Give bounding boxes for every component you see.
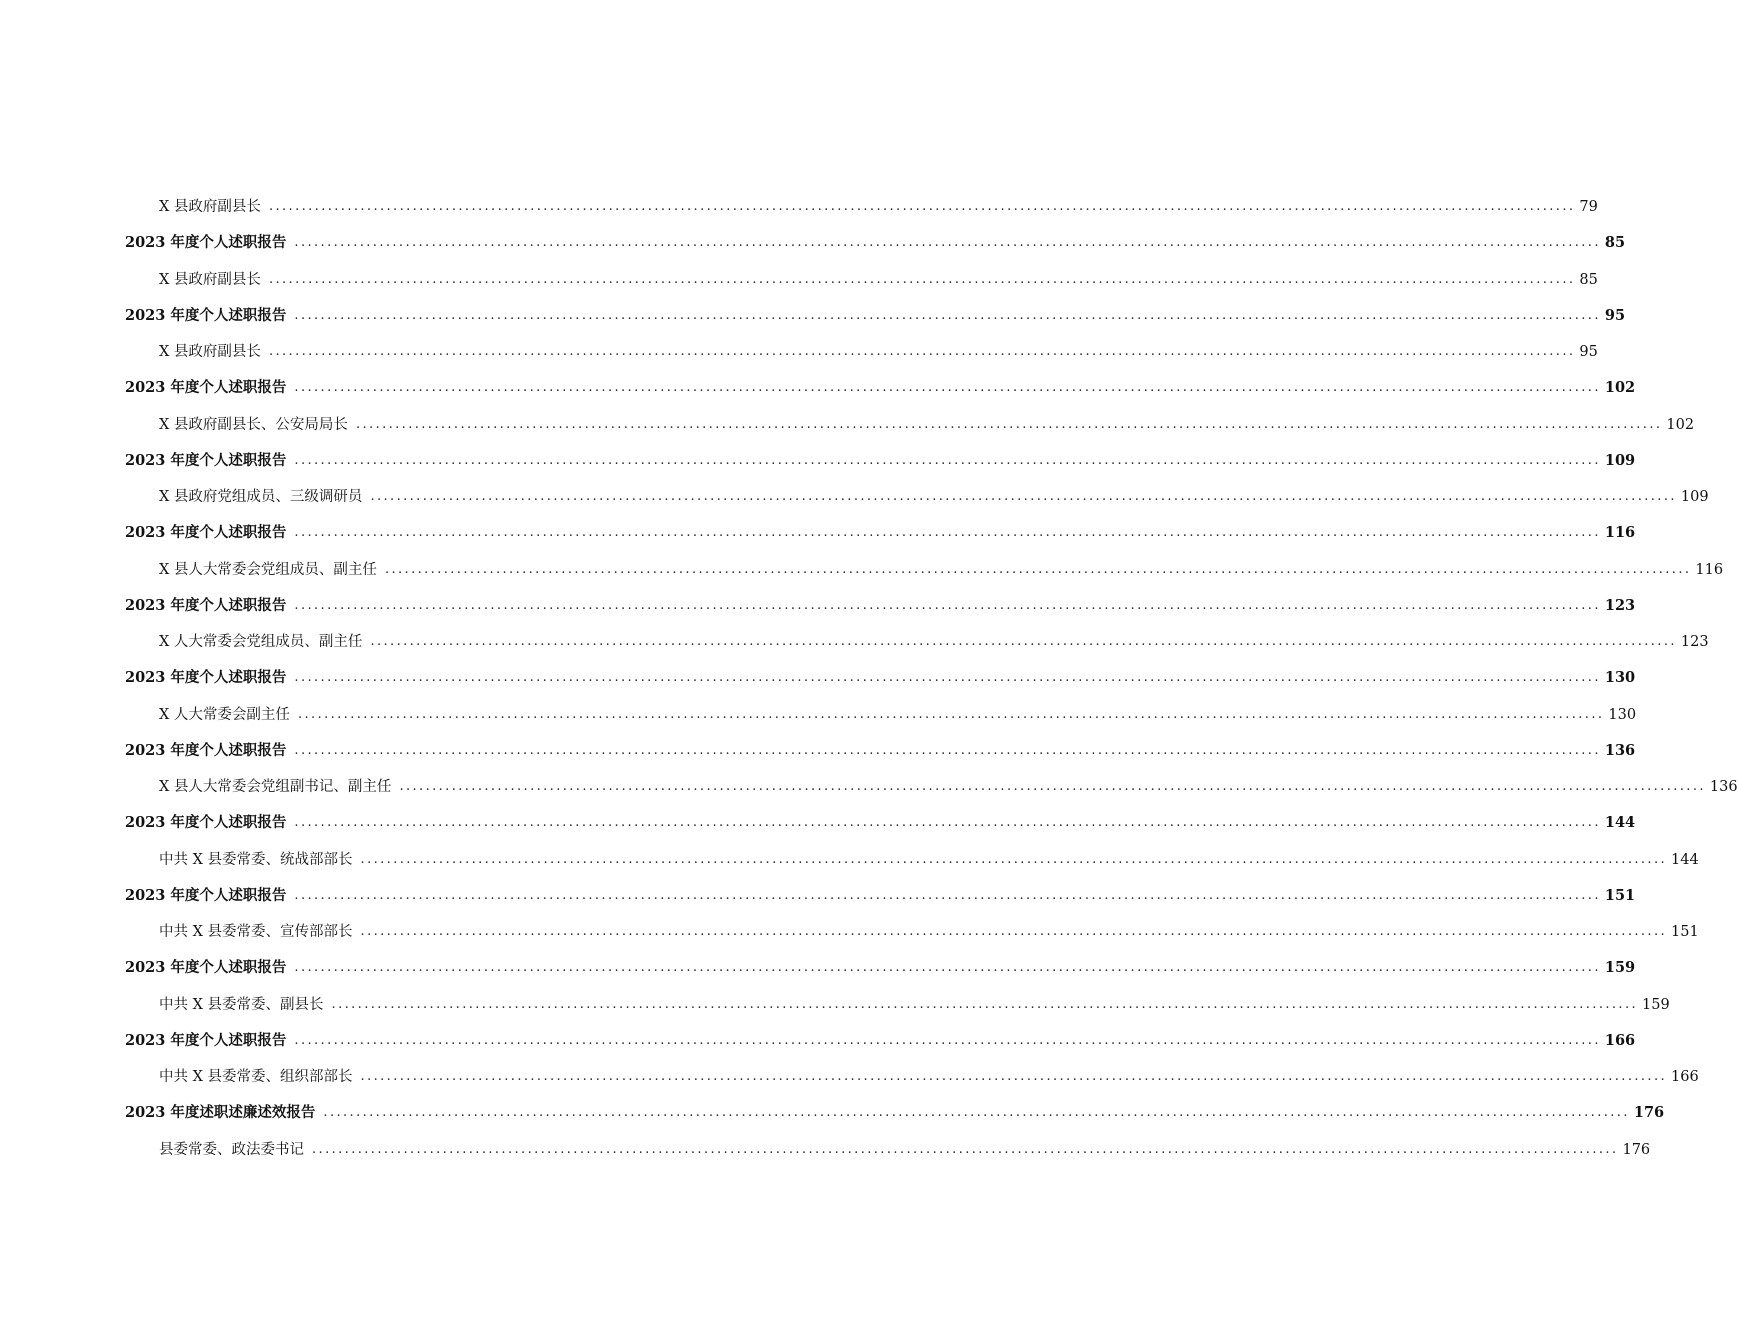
toc-subentry[interactable] (159, 268, 1598, 292)
dot-leader: ........................................................................................................................................................................................................ (294, 1033, 1601, 1048)
dot-leader: ........................................................................................................................................................................................................ (294, 308, 1601, 323)
toc-entry-title: 2023 年度述职述廉述效报告 (125, 1104, 316, 1121)
toc-page-number: 176 (1622, 1142, 1651, 1158)
toc-section-entry[interactable] (125, 956, 1636, 980)
toc-subentry[interactable] (159, 630, 1709, 654)
toc-entry-title: 县委常委、政法委书记 (159, 1142, 304, 1158)
toc-section-entry[interactable] (125, 521, 1636, 545)
toc-entry-title: X 人大常委会副主任 (159, 707, 290, 723)
dot-leader: ........................................................................................................................................................................................................ (399, 779, 1706, 794)
toc-entry-title: 2023 年度个人述职报告 (125, 669, 287, 686)
toc-section-entry[interactable] (125, 231, 1626, 255)
dot-leader: ........................................................................................................................................................................................................ (297, 707, 1605, 722)
toc-entry-title: 2023 年度个人述职报告 (125, 597, 287, 614)
dot-leader: ........................................................................................................................................................................................................ (360, 924, 1668, 939)
toc-page-number: 123 (1680, 634, 1709, 650)
toc-page-number: 130 (1608, 707, 1637, 723)
toc-subentry[interactable] (159, 1065, 1699, 1089)
dot-leader: ........................................................................................................................................................................................................ (294, 235, 1601, 250)
toc-entry-title: X 县政府副县长、公安局局长 (159, 417, 348, 433)
toc-entry-title: 中共 X 县委常委、组织部部长 (159, 1069, 353, 1085)
toc-page-number: 151 (1604, 887, 1636, 904)
toc-section-entry[interactable] (125, 304, 1626, 328)
dot-leader: ........................................................................................................................................................................................................ (294, 598, 1601, 613)
toc-entry-title: X 县人大常委会党组副书记、副主任 (159, 779, 392, 795)
toc-subentry[interactable] (159, 993, 1670, 1017)
toc-page-number: 159 (1604, 959, 1636, 976)
toc-entry-title: 2023 年度个人述职报告 (125, 234, 287, 251)
toc-page-number: 102 (1604, 379, 1636, 396)
toc-entry-title: 2023 年度个人述职报告 (125, 959, 287, 976)
toc-entry-title: 2023 年度个人述职报告 (125, 524, 287, 541)
toc-section-entry[interactable] (125, 884, 1636, 908)
toc-entry-title: 2023 年度个人述职报告 (125, 887, 287, 904)
dot-leader: ........................................................................................................................................................................................................ (294, 888, 1601, 903)
toc-entry-title: 2023 年度个人述职报告 (125, 307, 287, 324)
toc-section-entry[interactable] (125, 1101, 1665, 1125)
toc-page-number: 123 (1604, 597, 1636, 614)
toc-subentry[interactable] (159, 195, 1598, 219)
toc-page-number: 144 (1604, 814, 1636, 831)
toc-page-number: 79 (1579, 199, 1598, 215)
toc-subentry[interactable] (159, 775, 1738, 799)
toc-subentry[interactable] (159, 1138, 1651, 1162)
toc-page-number: 109 (1680, 489, 1709, 505)
toc-subentry[interactable] (159, 848, 1699, 872)
toc-entry-title: 2023 年度个人述职报告 (125, 379, 287, 396)
dot-leader: ........................................................................................................................................................................................................ (312, 1142, 1619, 1157)
toc-section-entry[interactable] (125, 666, 1636, 690)
toc-entry-title: 2023 年度个人述职报告 (125, 1032, 287, 1049)
dot-leader: ........................................................................................................................................................................................................ (355, 417, 1663, 432)
toc-page-number: 102 (1666, 417, 1695, 433)
toc-entry-title: 中共 X 县委常委、副县长 (159, 997, 324, 1013)
toc-entry-title: 中共 X 县委常委、宣传部部长 (159, 924, 353, 940)
toc-page-number: 136 (1709, 779, 1738, 795)
toc-section-entry[interactable] (125, 594, 1636, 618)
dot-leader: ........................................................................................................................................................................................................ (294, 453, 1601, 468)
toc-page-number: 159 (1642, 997, 1670, 1013)
dot-leader: ........................................................................................................................................................................................................ (384, 562, 1692, 577)
toc-page-number: 136 (1604, 742, 1636, 759)
toc-subentry[interactable] (159, 485, 1709, 509)
dot-leader: ........................................................................................................................................................................................................ (370, 489, 1677, 504)
toc-page-number: 85 (1604, 234, 1626, 251)
toc-entry-title: 中共 X 县委常委、统战部部长 (159, 852, 353, 868)
toc-section-entry[interactable] (125, 1029, 1636, 1053)
dot-leader: ........................................................................................................................................................................................................ (268, 272, 1576, 287)
toc-subentry[interactable] (159, 340, 1598, 364)
toc-entry-title: 2023 年度个人述职报告 (125, 814, 287, 831)
toc-entry-title: X 县政府党组成员、三级调研员 (159, 489, 363, 505)
toc-section-entry[interactable] (125, 811, 1636, 835)
toc-subentry[interactable] (159, 413, 1695, 437)
toc-entry-title: X 县政府副县长 (159, 272, 261, 288)
toc-page-number: 85 (1579, 272, 1598, 288)
toc-subentry[interactable] (159, 703, 1637, 727)
toc-section-entry[interactable] (125, 739, 1636, 763)
dot-leader: ........................................................................................................................................................................................................ (370, 634, 1677, 649)
toc-page-number: 95 (1579, 344, 1598, 360)
toc-section-entry[interactable] (125, 376, 1636, 400)
dot-leader: ........................................................................................................................................................................................................ (294, 815, 1601, 830)
toc-page-number: 144 (1671, 852, 1699, 868)
toc-entry-title: X 县政府副县长 (159, 199, 261, 215)
toc-subentry[interactable] (159, 920, 1699, 944)
toc-page-number: 116 (1695, 562, 1724, 578)
dot-leader: ........................................................................................................................................................................................................ (294, 670, 1601, 685)
dot-leader: ........................................................................................................................................................................................................ (268, 344, 1576, 359)
toc-page-number: 176 (1633, 1104, 1665, 1121)
dot-leader: ........................................................................................................................................................................................................ (331, 997, 1639, 1012)
toc-page-number: 166 (1671, 1069, 1699, 1085)
toc-page-number: 116 (1604, 524, 1636, 541)
toc-page-number: 130 (1604, 669, 1636, 686)
dot-leader: ........................................................................................................................................................................................................ (294, 960, 1601, 975)
dot-leader: ........................................................................................................................................................................................................ (268, 199, 1576, 214)
toc-subentry[interactable] (159, 558, 1724, 582)
toc-page-number: 151 (1671, 924, 1699, 940)
dot-leader: ........................................................................................................................................................................................................ (360, 1069, 1668, 1084)
toc-section-entry[interactable] (125, 449, 1636, 473)
toc-entry-title: X 县人大常委会党组成员、副主任 (159, 562, 377, 578)
dot-leader: ........................................................................................................................................................................................................ (294, 525, 1601, 540)
toc-page-number: 166 (1604, 1032, 1636, 1049)
toc-entry-title: 2023 年度个人述职报告 (125, 452, 287, 469)
toc-entry-title: X 县政府副县长 (159, 344, 261, 360)
dot-leader: ........................................................................................................................................................................................................ (360, 852, 1668, 867)
toc-page-number: 95 (1604, 307, 1626, 324)
dot-leader: ........................................................................................................................................................................................................ (323, 1105, 1630, 1120)
toc-entry-title: 2023 年度个人述职报告 (125, 742, 287, 759)
toc-entry-title: X 人大常委会党组成员、副主任 (159, 634, 363, 650)
toc-page-number: 109 (1604, 452, 1636, 469)
dot-leader: ........................................................................................................................................................................................................ (294, 743, 1601, 758)
dot-leader: ........................................................................................................................................................................................................ (294, 380, 1601, 395)
